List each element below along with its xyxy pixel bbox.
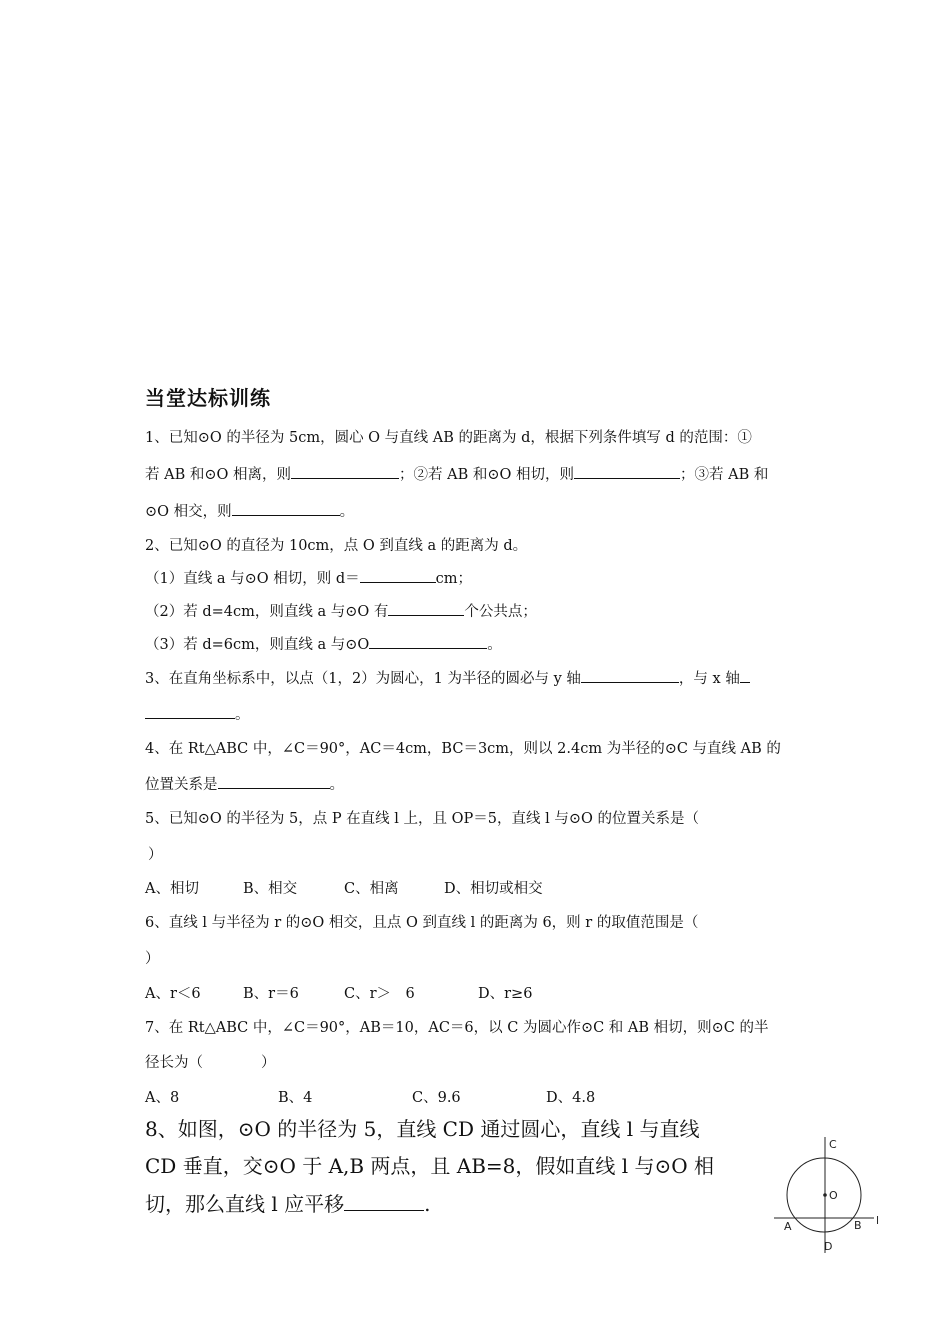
q7-option-a[interactable]: A、8: [145, 1090, 180, 1106]
q2-blank-3[interactable]: [369, 634, 487, 649]
q2-sub2: [145, 600, 810, 621]
q8-blank[interactable]: [344, 1192, 424, 1211]
q2-sub1-unit: cm；: [435, 571, 472, 587]
q2-sub2-text: （2）若 d=4cm，则直线 a 与⊙O 有: [145, 604, 389, 620]
q3-blank-2-start[interactable]: [740, 668, 750, 683]
label-l: l: [876, 1214, 880, 1227]
q3-blank-1[interactable]: [581, 668, 679, 683]
q1-blank-2[interactable]: [574, 464, 680, 479]
q6-option-c[interactable]: C、r＞ 6: [344, 986, 415, 1002]
q6-option-d[interactable]: D、r≥6: [478, 986, 533, 1002]
q1-line3: [145, 500, 810, 521]
q3-text-a: 3、在直角坐标系中，以点（1，2）为圆心，1 为半径的圆必与 y 轴: [145, 671, 581, 687]
q4-blank[interactable]: [218, 774, 330, 789]
q5-option-d[interactable]: D、相切或相交: [444, 881, 543, 897]
q8-line1: 8、如图，⊙O 的半径为 5，直线 CD 通过圆心，直线 l 与直线: [145, 1117, 700, 1141]
q6-options: [145, 982, 810, 1003]
q4-text-b: 。: [329, 777, 344, 793]
q2-blank-2[interactable]: [388, 601, 464, 616]
q7-option-b[interactable]: B、4: [278, 1090, 313, 1106]
q5-option-a[interactable]: A、相切: [145, 881, 199, 897]
q5-line2: ）: [148, 847, 163, 863]
circle-figure: [770, 1135, 900, 1260]
q3-text-b: ，与 x 轴: [678, 671, 740, 687]
q7-line2: 径长为（ ）: [145, 1055, 276, 1071]
q3-line2: [145, 703, 810, 724]
q1-blank-1[interactable]: [291, 464, 399, 479]
q2-sub2-tail: 个公共点；: [464, 604, 537, 620]
q7-line1: 7、在 Rt△ABC 中，∠C＝90°，AB＝10，AC＝6，以 C 为圆心作⊙C 和 AB 相切，则⊙C 的半: [145, 1020, 769, 1036]
q7-options: [145, 1086, 810, 1107]
q8-line3: [145, 1188, 430, 1217]
q2-sub1-text: （1）直线 a 与⊙O 相切，则 d＝: [145, 571, 360, 587]
q6-option-b[interactable]: B、r＝6: [243, 986, 299, 1002]
q4-line1: 4、在 Rt△ABC 中，∠C＝90°，AC＝4cm，BC＝3cm，则以 2.4cm 为半径的⊙C 与直线 AB 的: [145, 741, 781, 757]
q3-text-c: 。: [235, 707, 250, 723]
label-d: D: [824, 1240, 833, 1253]
center-point-o: [823, 1193, 827, 1197]
q7-option-c[interactable]: C、9.6: [412, 1090, 461, 1106]
q2-sub3-text: （3）若 d=6cm，则直线 a 与⊙O: [145, 637, 370, 653]
q2-sub3-tail: 。: [487, 637, 502, 653]
q1-text-a: 若 AB 和⊙O 相离，则: [145, 467, 291, 483]
q3-blank-2[interactable]: [145, 704, 235, 719]
q2-sub1: [145, 567, 810, 588]
q6-line1: 6、直线 l 与半径为 r 的⊙O 相交，且点 O 到直线 l 的距离为 6，则 r 的取值范围是（: [145, 915, 699, 931]
q2-blank-1[interactable]: [360, 568, 436, 583]
page-heading: 当堂达标训练: [145, 386, 271, 410]
q8-text-b: .: [424, 1192, 431, 1216]
q2-line1: 2、已知⊙O 的直径为 10cm，点 O 到直线 a 的距离为 d。: [145, 538, 528, 554]
q1-text-d: ⊙O 相交，则: [145, 504, 232, 520]
q1-text-b: ；②若 AB 和⊙O 相切，则: [399, 467, 574, 483]
q6-option-a[interactable]: A、r＜6: [145, 986, 201, 1002]
q1-blank-3[interactable]: [232, 501, 340, 516]
q8-text-a: 切，那么直线 l 应平移: [145, 1192, 345, 1216]
q8-line2: CD 垂直，交⊙O 于 A,B 两点，且 AB=8，假如直线 l 与⊙O 相: [145, 1154, 715, 1178]
q7-option-d[interactable]: D、4.8: [546, 1090, 596, 1106]
q5-option-c[interactable]: C、相离: [344, 881, 399, 897]
q5-line1: 5、已知⊙O 的半径为 5，点 P 在直线 l 上，且 OP＝5，直线 l 与⊙O 的位置关系是（: [145, 811, 700, 827]
q1-text-c: ；③若 AB 和: [680, 467, 769, 483]
q3-line1: [145, 667, 810, 688]
label-o: O: [829, 1189, 838, 1202]
label-b: B: [854, 1219, 862, 1232]
q5-options: [145, 877, 810, 898]
q4-text-a: 位置关系是: [145, 777, 218, 793]
label-a: A: [784, 1220, 792, 1233]
q1-line1: 1、已知⊙O 的半径为 5cm，圆心 O 与直线 AB 的距离为 d，根据下列条件填写 d 的范围：①: [145, 430, 752, 446]
label-c: C: [829, 1138, 837, 1151]
q1-text-e: 。: [339, 504, 355, 520]
q5-option-b[interactable]: B、相交: [243, 881, 298, 897]
q1-line2: [145, 463, 810, 484]
q6-line2: ）: [145, 951, 160, 967]
q2-sub3: [145, 633, 810, 654]
q4-line2: [145, 773, 810, 794]
